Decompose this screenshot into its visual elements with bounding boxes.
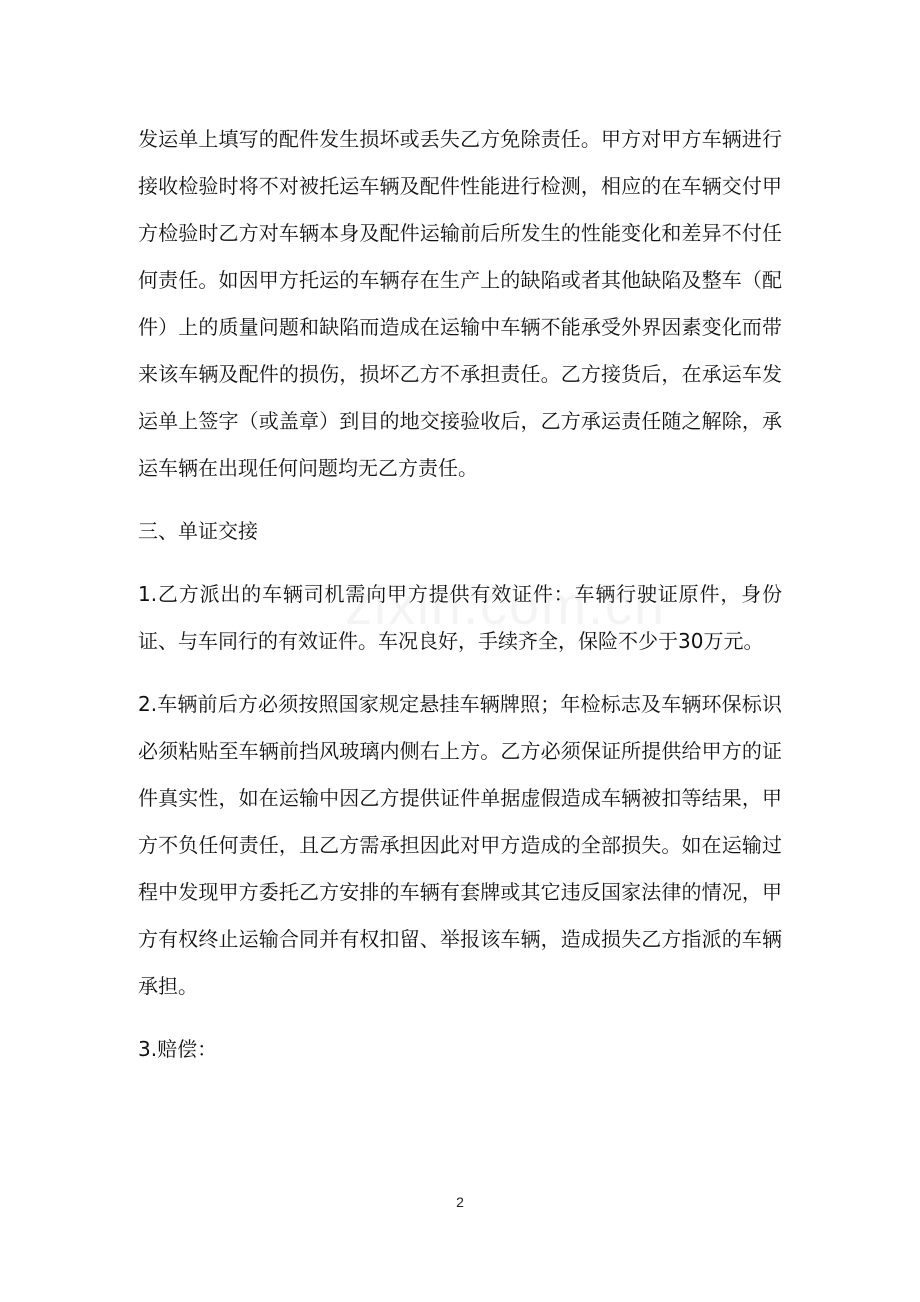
- paragraph-liability: 发运单上填写的配件发生损坏或丢失乙方免除责任。甲方对甲方车辆进行接收检验时将不对被托运车辆及配件性能进行检测，相应的在车辆交付甲方检验时乙方对车辆本身及配件运输前后所发生的性能变化和差异不付任何责任。如因甲方托运的车辆存在生产上的缺陷或者其他缺陷及整车（配件）上的质量问题和缺陷而造成在运输中车辆不能承受外界因素变化而带来该车辆及配件的损伤，损坏乙方不承担责任。乙方接货后，在承运车发运单上签字（或盖章）到目的地交接验收后，乙方承运责任随之解除，承运车辆在出现任何问题均无乙方责任。: [138, 127, 782, 480]
- paragraph-clause-2: 2.车辆前后方必须按照国家规定悬挂车辆牌照；年检标志及车辆环保标识必须粘贴至车辆前挡风玻璃内侧右上方。乙方必须保证所提供给甲方的证件真实性，如在运输中因乙方提供证件单据虚假造成车辆被扣等结果，甲方不负任何责任，且乙方需承担因此对甲方造成的全部损失。如在运输过程中发现甲方委托乙方安排的车辆有套牌或其它违反国家法律的情况，甲方有权终止运输合同并有权扣留、举报该车辆，造成损失乙方指派的车辆承担。: [138, 692, 782, 998]
- document-body: [138, 116, 782, 1073]
- page-number: 2: [456, 1194, 464, 1210]
- paragraph-clause-3: 3.赔偿：: [138, 1037, 218, 1061]
- paragraph-clause-1: 1.乙方派出的车辆司机需向甲方提供有效证件：车辆行驶证原件，身份证、与车同行的有效证件。车况良好，手续齐全，保险不少于30万元。: [138, 582, 782, 653]
- section-heading-document-handover: 三、单证交接: [138, 519, 258, 543]
